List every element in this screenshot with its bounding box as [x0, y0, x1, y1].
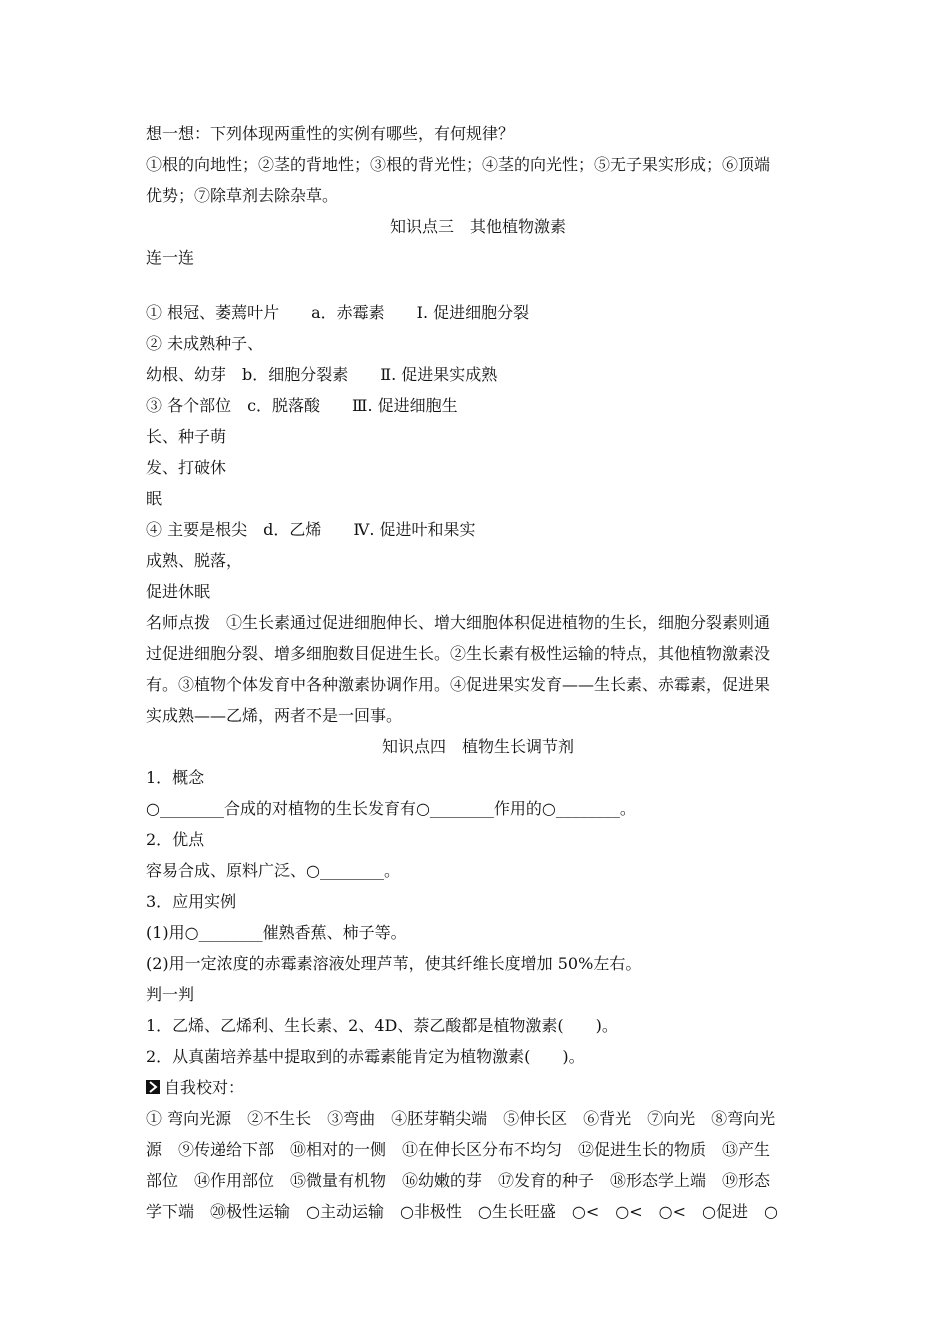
connect-line: 长、种子萌: [146, 427, 227, 446]
kp4-line: 容易合成、原料广泛、○________。: [146, 861, 400, 880]
judge-line: 1．乙烯、乙烯利、生长素、2、4D、萘乙酸都是植物激素( )。: [146, 1016, 618, 1035]
connect-line: ③ 各个部位 c．脱落酸 Ⅲ. 促进细胞生: [146, 396, 458, 415]
kp4-line: 1．概念: [146, 768, 205, 787]
kp4-line: (1)用○________催熟香蕉、柿子等。: [146, 923, 407, 942]
connect-line: 促进休眠: [146, 582, 211, 601]
check-header: [146, 1072, 810, 1103]
judge-label: 判一判: [146, 985, 195, 1004]
kp4-title: 知识点四 植物生长调节剂: [381, 737, 574, 756]
judge-line: 2．从真菌培养基中提取到的赤霉素能肯定为植物激素( )。: [146, 1047, 585, 1066]
connect-line: ② 未成熟种子、: [146, 334, 264, 353]
tip-line: 名师点拨 ①生长素通过促进细胞伸长、增大细胞体积促进植物的生长，细胞分裂素则通: [146, 613, 771, 632]
tip-line: 实成熟——乙烯，两者不是一回事。: [146, 706, 403, 725]
connect-line: 发、打破休: [146, 458, 227, 477]
connect-line: 幼根、幼芽 b．细胞分裂素 Ⅱ. 促进果实成熟: [146, 365, 498, 384]
check-line: ① 弯向光源 ②不生长 ③弯曲 ④胚芽鞘尖端 ⑤伸长区 ⑥背光 ⑦向光 ⑧弯向光: [146, 1109, 776, 1128]
document-page: [146, 118, 810, 1227]
connect-line: ① 根冠、萎蔫叶片 a．赤霉素 Ⅰ. 促进细胞分裂: [146, 303, 530, 322]
tip-line: 过促进细胞分裂、增多细胞数目促进生长。②生长素有极性运输的特点，其他植物激素没: [146, 644, 771, 663]
kp4-line: (2)用一定浓度的赤霉素溶液处理芦苇，使其纤维长度增加 50%左右。: [146, 954, 642, 973]
kp4-line: 3．应用实例: [146, 892, 237, 911]
check-line: 源 ⑨传递给下部 ⑩相对的一侧 ⑪在伸长区分布不均匀 ⑫促进生长的物质 ⑬产生: [146, 1140, 771, 1159]
kp4-line: ○________合成的对植物的生长发育有○________作用的○________。: [146, 799, 636, 818]
think-items-line-2: 优势；⑦除草剂去除杂草。: [146, 186, 339, 205]
connect-line: 眠: [146, 489, 163, 508]
tip-line: 有。③植物个体发育中各种激素协调作用。④促进果实发育——生长素、赤霉素，促进果: [146, 675, 771, 694]
check-line: 部位 ⑭作用部位 ⑮微量有机物 ⑯幼嫩的芽 ⑰发育的种子 ⑱形态学上端 ⑲形态: [146, 1171, 771, 1190]
arrow-marker-icon: [146, 1080, 160, 1094]
check-label: 自我校对：: [164, 1078, 245, 1097]
check-line: 学下端 ⑳极性运输 ○主动运输 ○非极性 ○生长旺盛 ○< ○< ○< ○促进 ○: [146, 1202, 778, 1221]
connect-label: 连一连: [146, 248, 195, 267]
think-items-line-1: ①根的向地性；②茎的背地性；③根的背光性；④茎的向光性；⑤无子果实形成；⑥顶端: [146, 155, 771, 174]
kp3-title: 知识点三 其他植物激素: [389, 217, 566, 236]
connect-line: ④ 主要是根尖 d．乙烯 Ⅳ. 促进叶和果实: [146, 520, 476, 539]
think-heading: 想一想：下列体现两重性的实例有哪些，有何规律？: [146, 124, 515, 143]
kp4-line: 2．优点: [146, 830, 205, 849]
connect-line: 成熟、脱落，: [146, 551, 243, 570]
